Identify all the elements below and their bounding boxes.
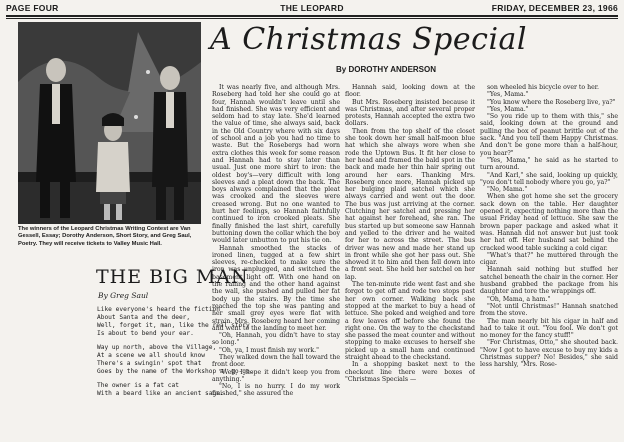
poem-byline: By Greg Saul	[98, 291, 149, 300]
paragraph: "Yes, Mama."	[487, 105, 529, 113]
poem-line: With a beard like an ancient sage.	[97, 390, 224, 397]
paragraph: "What's that?" he muttered through the cigar.	[480, 251, 618, 267]
poem-line: Goes by the name of the Workshop a' go-go.	[97, 368, 254, 375]
paragraph: "Yes, Mama," he said as he started to turn around.	[480, 156, 618, 172]
masthead-rule	[6, 15, 618, 17]
poem-line: Is about to bend your ear.	[97, 330, 194, 337]
paragraph: In a shopping basket next to the checkout line there were boxes of "Christmas Specials —	[345, 361, 475, 383]
story-title: A Christmas Special	[210, 22, 528, 57]
poem-line: Well, forget it, man, like the real story	[97, 322, 250, 329]
paragraph: "Not until Christmas!" Hannah snatched from the stove.	[480, 302, 618, 318]
paragraph: "So you ride up to them with this," she said, looking down at the ground and pulling the box of peanut brittle out of the sack. "And you tell them Happy Christmas. And don't be gone more than a half-hour, you hear?"	[480, 113, 618, 157]
paragraph: The ten-minute ride went fast and she forgot to get off and rode two stops past her own corner. Walking back she stopped at the market to buy a head of lettuce. She poked and weighed and tore a few leaves off before she found the right one. On the way to the checkstand she passed the meat counter and without stopping to make excuses to herself she picked up a small ham and continued straight ahead to the checkstand.	[345, 281, 475, 361]
paragraph: "Oh, Hannah, you didn't have to stay so long."	[212, 332, 340, 347]
paragraph: "Well, I hope it didn't keep you from anything."	[212, 368, 340, 383]
story-column-3	[480, 84, 618, 442]
story-byline-text: By DOROTHY ANDERSON	[336, 65, 437, 74]
poem-body	[97, 306, 254, 398]
poem-line: At a scene we all should know	[97, 352, 206, 359]
poem-line: Like everyone's heard the fiction	[97, 306, 220, 313]
poem-line: The owner is a fat cat	[97, 382, 179, 389]
winners-photo-illustration	[18, 22, 201, 224]
paragraph: When she got home she set the grocery sack down on the table. Her daughter opened it, expecting nothing more than the usual Friday head of lettuce. She saw the brown paper package and asked what it was. Hannah did not answer but just took her hat off. Her husband sat behind the cracked wood table sucking a cold cigar.	[480, 193, 618, 252]
paragraph: "No, Mama."	[487, 186, 528, 194]
winners-photo	[18, 22, 201, 224]
poem-line: About Santa and the deer,	[97, 314, 191, 321]
paragraph: "Yes, Mama."	[487, 91, 529, 99]
poem-line: There's a swingin' spot that	[97, 360, 202, 367]
paragraph: Hannah said, looking down at the floor.	[345, 84, 475, 99]
paragraph: "For Christmas, Otto," she shouted back. "Now I got to have excuse to buy my kids a Christmas supper? No! Besides," she said less harshly, "Mrs. Rose-	[480, 339, 618, 369]
masthead-rule-thin	[6, 18, 618, 19]
paragraph: They walked down the hall toward the front door.	[212, 353, 340, 369]
paragraph: "No, I is no hurry. I do my work finished," she assured the	[212, 383, 340, 398]
paragraph: Hannah said nothing but stuffed her satchel beneath the chair in the corner. Her husband grabbed the package from his daughter and tore the wrappings off.	[480, 266, 618, 296]
paragraph: "Oh, Mama, a ham."	[487, 295, 551, 303]
story-byline	[336, 65, 436, 74]
photo-caption: The winners of the Leopard Christmas Writing Contest are Van Gessell, Essay; Dorothy Anderson, Short Story, and Greg Saul, Poetry. They will receive tickets to Valley Music Hall.	[18, 226, 192, 247]
page-number: PAGE FOUR	[6, 3, 59, 13]
paragraph: "You know where the Roseberg live, ya?"	[487, 98, 616, 106]
paragraph: It was nearly five, and although Mrs. Roseberg had told her she could go at four, Hannah wouldn't leave until she had finished. She was very efficient and seldom had to stay late. She'd learned the value of time, she always said, back in the Old Country where with six days of school and a job you had no time to waste. But the Rosebergs had worn extra clothes this week for some reason and Hannah had to stay later than usual. Just one more shirt to iron: the oldest boy's—very difficult with long sleeves and a pleat down the back. The boys always complained that the pleat was crooked and the sleeves were creased wrong. But no one wanted to hurt her feelings, so Hannah faithfully continued to iron crooked pleats. She finally finished the last shirt, carefully buttoning down the collar which the boy would later unbutton to put his tie on.	[212, 84, 340, 245]
paragraph: The man nearly bit his cigar in half and had to take it out. "You fool. We don't got no money for the fancy stuff!"	[480, 317, 618, 340]
poem-title: THE BIG MAN	[96, 266, 249, 288]
paragraph: "And Karl," she said, looking up quickly, "you don't tell nobody where you go, ya?"	[480, 171, 618, 186]
paragraph: Hannah smoothed the stacks of ironed linen, tugged at a few shirt sleeves, re-checked to make sure the iron was unplugged, and switched the basement light off. With one hand on the railing and the other hand against the wall, she pushed and pulled her fat body up the stairs. By the time she reached the top she was panting and her small grey eyes were flat with strain. Mrs. Roseberg heard her coming and went to the landing to meet her.	[212, 244, 340, 332]
paragraph: "Oh, ya, I must finish my work."	[219, 346, 319, 354]
story-column-2	[345, 84, 475, 442]
newspaper-name: THE LEOPARD	[280, 3, 344, 13]
story-column-1	[212, 84, 340, 442]
paragraph: son wheeled his bicycle over to her.	[487, 84, 599, 91]
paragraph: But Mrs. Roseberg insisted because it was Christmas, and after several proper protests, Hannah accepted the extra two dollars.	[345, 98, 475, 128]
issue-date: FRIDAY, DECEMBER 23, 1966	[491, 3, 618, 13]
poem-line: Way up north, above the Village,	[97, 344, 217, 351]
paragraph: Then from the top shelf of the closet she took down her small half-moon blue hat which she always wore when she rode the Uptown Bus. It fit her close to her head and framed the bald spot in the back and made her thin hair spring out around her ears. Thanking Mrs. Roseberg once more, Hannah picked up her bulging plaid satchel which she always carried and went out the door. The bus was just arriving at the corner. Clutching her satchel and pressing her hat against her forehead, she ran. The bus started up but someone saw Hannah and yelled to the driver and he waited for her to across the street. The bus driver was new and made her stand up in front while she got her pass out. She showed it to him and then fell down into a front seat. She held her satchel on her lap.	[345, 127, 475, 281]
